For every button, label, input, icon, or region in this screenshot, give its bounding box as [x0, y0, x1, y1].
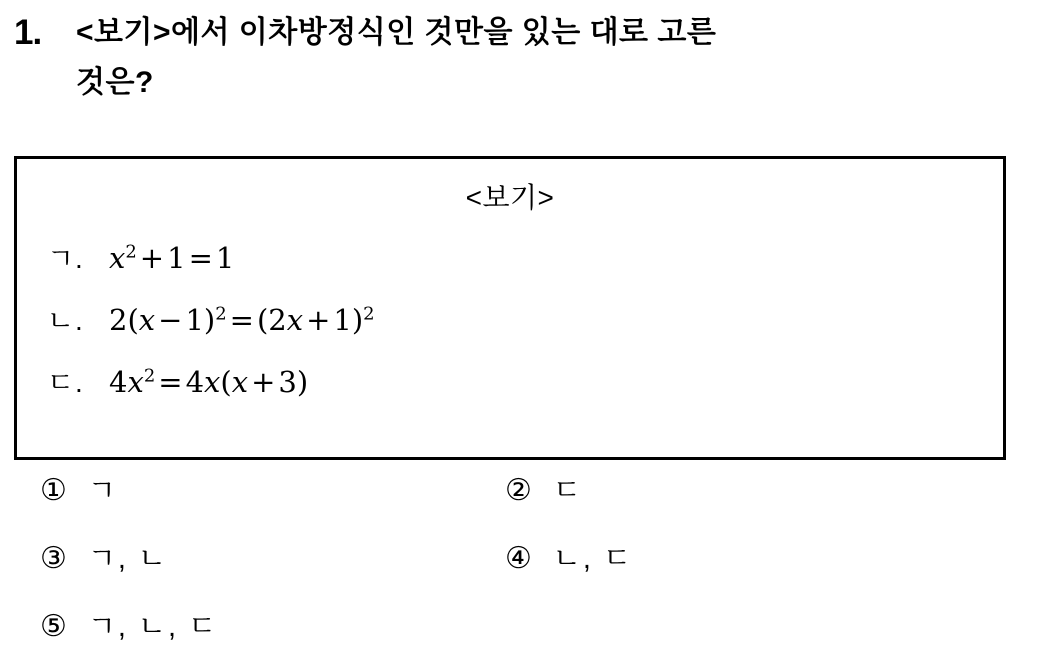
- choice-marker-4: ④: [505, 541, 533, 576]
- list-item: [47, 361, 1003, 423]
- item-label-2: ㄴ.: [47, 305, 84, 336]
- choice-row-3: [40, 604, 1020, 672]
- choice-text-3: ㄱ, ㄴ: [87, 543, 169, 575]
- question-first-line: [14, 8, 1034, 58]
- choice-marker-1: ①: [40, 473, 68, 508]
- choice-text-1: ㄱ: [87, 475, 118, 507]
- question-text-line-2: 것은?: [76, 66, 154, 99]
- item-label-1: ㄱ.: [47, 243, 84, 274]
- item-equation-3: $4x^2 = 4x(x + 3)$: [109, 365, 309, 399]
- item-equation-1: $x^2 + 1 = 1$: [109, 241, 235, 275]
- choice-option-2[interactable]: [505, 468, 583, 509]
- item-equation-2: $2(x - 1)^2 = (2x + 1)^2$: [109, 303, 375, 337]
- choice-option-5[interactable]: [40, 604, 505, 645]
- question-stem: [14, 8, 1034, 108]
- bogi-box-title: <보기>: [465, 182, 555, 213]
- answer-choices: [40, 468, 1020, 672]
- bogi-box: [14, 156, 1006, 460]
- list-item: [47, 299, 1003, 361]
- choice-marker-5: ⑤: [40, 609, 68, 644]
- choice-text-4: ㄴ, ㄷ: [552, 543, 634, 575]
- choice-text-2: ㄷ: [552, 475, 583, 507]
- choice-marker-2: ②: [505, 473, 533, 508]
- question-text-line-1: <보기>에서 이차방정식인 것만을 있는 대로 고른: [76, 16, 717, 49]
- choice-option-3[interactable]: [40, 536, 505, 577]
- item-label-3: ㄷ.: [47, 367, 84, 398]
- choice-option-1[interactable]: [40, 468, 505, 509]
- choice-row-1: [40, 468, 1020, 536]
- choice-row-2: [40, 536, 1020, 604]
- choice-marker-3: ③: [40, 541, 68, 576]
- choice-option-4[interactable]: [505, 536, 633, 577]
- question-number: 1.: [14, 13, 42, 52]
- bogi-item-list: [17, 237, 1003, 423]
- choice-text-5: ㄱ, ㄴ, ㄷ: [87, 611, 219, 643]
- list-item: [47, 237, 1003, 299]
